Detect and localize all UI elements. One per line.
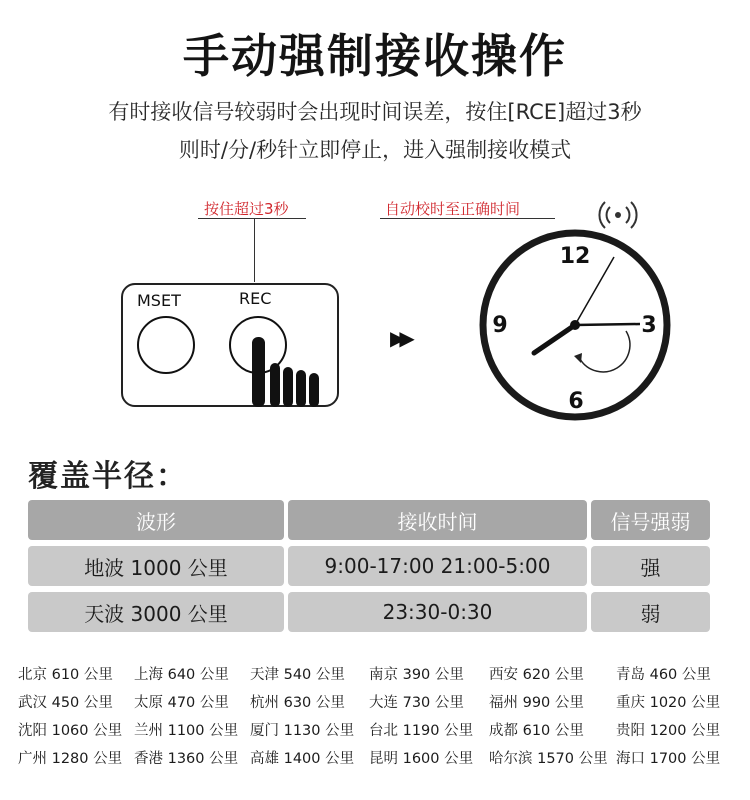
press-label-leader [254,218,255,282]
city-item: 沈阳 1060 公里 [18,723,123,739]
city-item: 兰州 1100 公里 [134,723,239,739]
radio-clock [472,195,672,425]
press-hold-label: 按住超过3秒 [204,200,289,218]
city-item: 海口 1700 公里 [616,751,721,767]
city-item: 大连 730 公里 [369,695,464,711]
city-item: 武汉 450 公里 [18,695,113,711]
page-title: 手动强制接收操作 [183,29,567,83]
city-item: 高雄 1400 公里 [250,751,355,767]
table-cell-sky-signal: 弱 [591,592,710,632]
table-cell-ground-signal: 强 [591,546,710,586]
city-item: 杭州 630 公里 [250,695,345,711]
table-cell-ground-wave: 地波 1000 公里 [28,546,284,586]
city-item: 西安 620 公里 [489,667,584,683]
city-item: 青岛 460 公里 [616,667,711,683]
city-item: 太原 470 公里 [134,695,229,711]
city-item: 天津 540 公里 [250,667,345,683]
city-item: 香港 1360 公里 [134,751,239,767]
button-panel [121,283,339,407]
description-line-2: 则时/分/秒针立即停止，进入强制接收模式 [178,138,572,162]
city-item: 哈尔滨 1570 公里 [489,751,608,767]
city-item: 广州 1280 公里 [18,751,123,767]
city-item: 台北 1190 公里 [369,723,474,739]
pressing-finger-icon [249,333,329,407]
clock-numeral-9: 9 [492,313,508,338]
mset-button[interactable] [137,316,195,374]
table-header-receive-time: 接收时间 [288,500,587,540]
fast-forward-icon: ▶▶ [390,326,409,350]
clock-numeral-3: 3 [641,313,657,338]
wireless-signal-icon [599,202,636,228]
table-cell-sky-time: 23:30-0:30 [288,592,587,632]
minute-hand [575,324,640,325]
table-header-waveform: 波形 [28,500,284,540]
clock-numeral-6: 6 [568,389,584,414]
city-item: 贵阳 1200 公里 [616,723,721,739]
city-item: 北京 610 公里 [18,667,113,683]
clock-numeral-12: 12 [559,244,591,269]
city-item: 福州 990 公里 [489,695,584,711]
city-item: 成都 610 公里 [489,723,584,739]
press-label-underline [198,218,306,219]
coverage-title: 覆盖半径： [28,459,188,494]
clock-center [570,320,580,330]
mset-label: MSET [137,291,181,310]
auto-correct-label: 自动校时至正确时间 [385,200,521,218]
table-cell-ground-time: 9:00-17:00 21:00-5:00 [288,546,587,586]
description-line-1: 有时接收信号较弱时会出现时间误差，按住[RCE]超过3秒 [108,100,642,124]
table-header-signal: 信号强弱 [591,500,710,540]
city-item: 上海 640 公里 [134,667,229,683]
city-item: 昆明 1600 公里 [369,751,474,767]
city-item: 重庆 1020 公里 [616,695,721,711]
city-item: 南京 390 公里 [369,667,464,683]
city-item: 厦门 1130 公里 [250,723,355,739]
table-cell-sky-wave: 天波 3000 公里 [28,592,284,632]
rec-label: REC [239,289,272,308]
